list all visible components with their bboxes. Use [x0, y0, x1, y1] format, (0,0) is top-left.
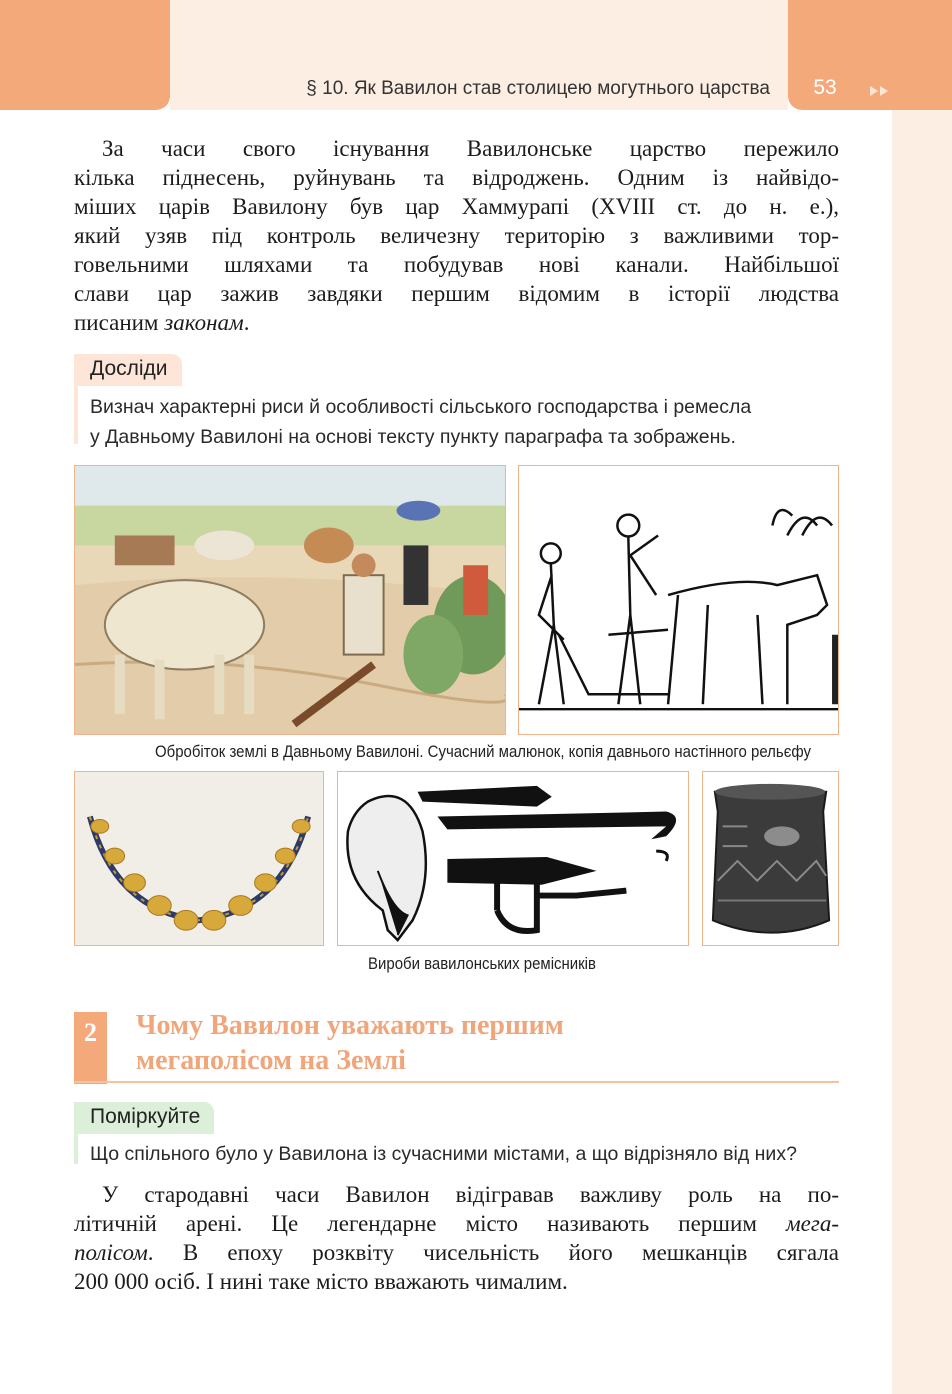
text-line — [74, 1238, 839, 1267]
section-number: 2 — [74, 1012, 107, 1084]
text-line: кілька піднесень, руйнувань та відроджень. Одним із найвідо- — [74, 165, 839, 190]
text-line: У стародавні часи Вавилон відігравав важливу роль на по- — [102, 1182, 839, 1207]
section-title — [136, 1008, 836, 1078]
figure1-caption: Обробіток землі в Давньому Вавилоні. Сучасний малюнок, копія давнього настінного рельєфу — [155, 742, 811, 761]
term-laws: законам — [164, 310, 244, 335]
term-megapolis-end: полісом — [74, 1240, 148, 1265]
side-margin-strip — [892, 110, 952, 1394]
text-fragment: . В епоху розквіту чисельність його мешканців сягала — [147, 1240, 839, 1265]
header-tab-left — [0, 0, 170, 110]
section-rule — [74, 1081, 839, 1083]
double-arrow-icon — [868, 84, 896, 98]
task-bar-think — [74, 1134, 78, 1164]
text-line: 200 000 осіб. І нині таке місто вважають чималим. — [74, 1269, 568, 1294]
plowing-illustration — [74, 465, 506, 735]
task-line: у Давньому Вавилоні на основі тексту пункту параграфа та зображень. — [90, 426, 736, 448]
task-label-think: Поміркуйте — [74, 1102, 214, 1134]
text-line: який узяв під контроль величезну територію з важливими тор- — [74, 223, 839, 248]
section-title-line: мегаполісом на Землі — [136, 1045, 406, 1076]
text-line — [74, 1209, 839, 1238]
text-line: слави цар зажив завдяки першим відомим в історії людства — [74, 281, 839, 306]
intro-paragraph — [74, 134, 839, 337]
task-bar-explore — [74, 386, 78, 444]
gold-necklace-photo — [74, 771, 324, 946]
megapolis-paragraph — [74, 1180, 839, 1296]
figure2-caption: Вироби вавилонських ремісників — [368, 954, 596, 973]
term-megapolis: мега- — [785, 1211, 839, 1236]
task-text-think: Що спільного було у Вавилона із сучасними містами, а що відрізняло від них? — [90, 1143, 797, 1165]
text-line: міших царів Вавилону був цар Хаммурапі (XVIII ст. до н. е.), — [74, 194, 839, 219]
task-line: Визнач характерні риси й особливості сільського господарства і ремесла — [90, 396, 752, 418]
text-fragment: . — [243, 310, 250, 335]
text-line: говельними шляхами та побудував нові канали. Найбільшої — [74, 252, 839, 277]
section-title-line: Чому Вавилон уважають першим — [136, 1010, 564, 1041]
stone-vessel-photo — [702, 771, 839, 946]
text-line — [74, 308, 839, 337]
text-fragment: писаним — [74, 310, 165, 335]
text-line: За часи свого існування Вавилонське царство пережило — [102, 136, 839, 161]
task-label-explore: Досліди — [74, 354, 182, 386]
running-head: § 10. Як Вавилон став столицею могутнього царства — [306, 78, 770, 99]
task-text-explore — [90, 392, 850, 452]
relief-copy-drawing — [518, 465, 839, 735]
tools-drawing — [337, 771, 689, 946]
page-number: 53 — [813, 76, 837, 99]
text-fragment: літичній арені. Це легендарне місто називають першим — [74, 1211, 786, 1236]
